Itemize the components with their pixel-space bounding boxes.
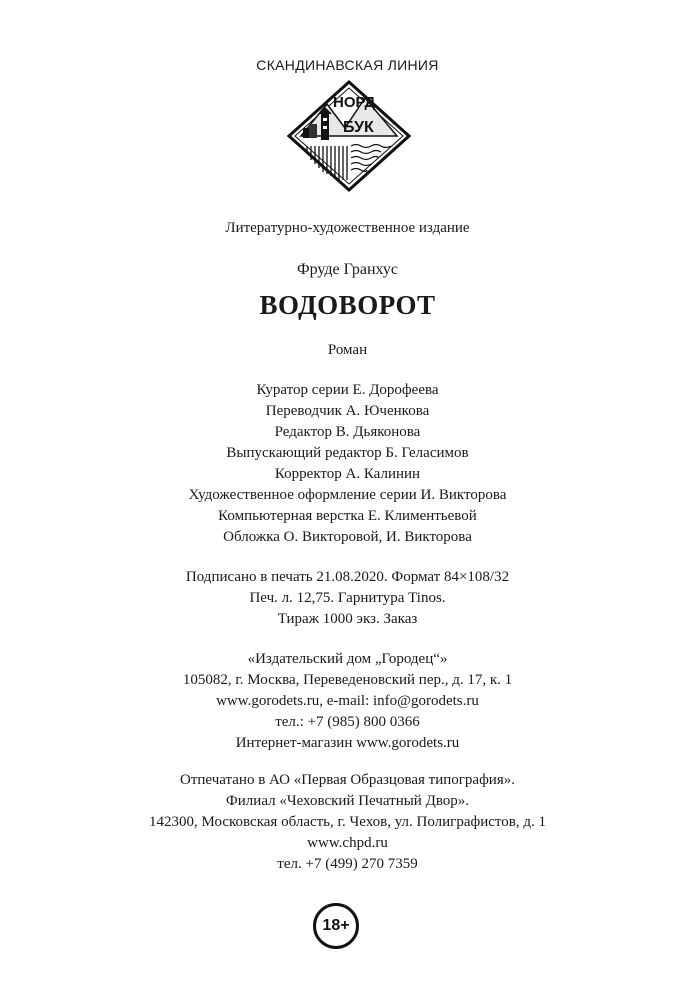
- credit-line: Компьютерная верстка Е. Климентьевой: [218, 508, 477, 524]
- publisher-line: 105082, г. Москва, Переведеновский пер., д. 17, к. 1: [182, 672, 513, 688]
- print-info-line: Подписано в печать 21.08.2020. Формат 84×108/32: [185, 569, 510, 585]
- printer-line: Филиал «Чеховский Печатный Двор».: [225, 793, 470, 809]
- publisher-line: www.gorodets.ru, e-mail: info@gorodets.ru: [216, 693, 479, 709]
- printer-line: Отпечатано в АО «Первая Образцовая типография».: [180, 772, 515, 788]
- publisher-line: тел.: +7 (985) 800 0366: [275, 714, 420, 730]
- series-name: СКАНДИНАВСКАЯ ЛИНИЯ: [256, 57, 439, 73]
- printer-line: www.chpd.ru: [307, 835, 388, 851]
- credit-line: Переводчик А. Юченкова: [265, 403, 430, 419]
- print-info-line: Тираж 1000 экз. Заказ: [277, 611, 418, 627]
- lighthouse-mountain-logo-icon: [287, 80, 411, 192]
- publisher-logo: [287, 80, 411, 192]
- author-name: Фруде Гранхус: [296, 261, 399, 278]
- publisher-line: Интернет-магазин www.gorodets.ru: [235, 735, 460, 751]
- printer-line: 142300, Московская область, г. Чехов, ул. Полиграфистов, д. 1: [149, 814, 546, 830]
- age-rating-badge: 18+: [313, 903, 359, 949]
- credit-line: Художественное оформление серии И. Викторова: [188, 487, 507, 503]
- credit-line: Корректор А. Калинин: [274, 466, 421, 482]
- credit-line: Обложка О. Викторовой, И. Викторова: [223, 529, 472, 545]
- svg-text:БУК: БУК: [343, 119, 374, 136]
- print-info-line: Печ. л. 12,75. Гарнитура Tinos.: [249, 590, 446, 606]
- credit-line: Выпускающий редактор Б. Геласимов: [226, 445, 469, 461]
- genre: Роман: [327, 342, 368, 358]
- credit-line: Редактор В. Дьяконова: [274, 424, 421, 440]
- svg-text:НОРД: НОРД: [333, 94, 376, 111]
- publisher-line: «Издательский дом „Городец“»: [247, 651, 448, 667]
- edition-type: Литературно-художественное издание: [225, 220, 470, 236]
- credit-line: Куратор серии Е. Дорофеева: [256, 382, 439, 398]
- printer-line: тел. +7 (499) 270 7359: [277, 856, 418, 872]
- book-title: ВОДОВОРОТ: [259, 290, 436, 320]
